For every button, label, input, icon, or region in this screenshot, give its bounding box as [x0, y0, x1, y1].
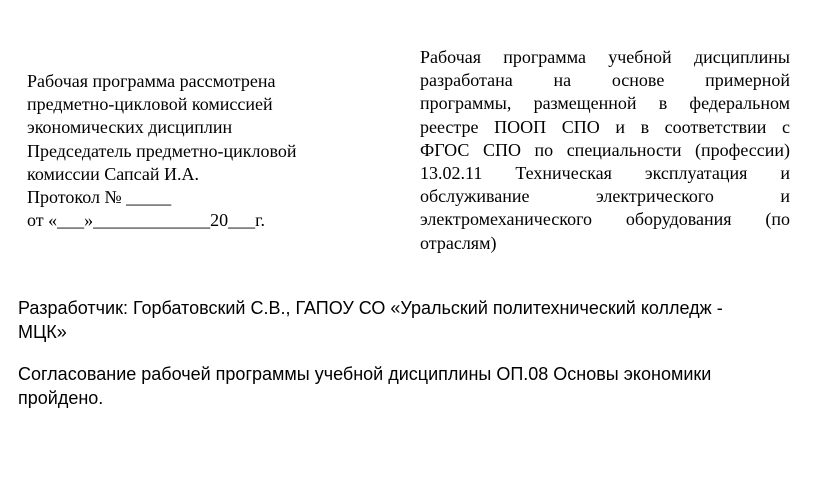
basis-line-1: Рабочая программа учебной дисциплины: [420, 47, 790, 67]
basis-line-7: обслуживание электрического и: [420, 186, 790, 207]
agreement-paragraph: [18, 362, 800, 410]
program-basis-block: [420, 46, 790, 255]
basis-line-4: реестре ПООП СПО и в соответствии с: [420, 116, 790, 137]
review-stamp-block: [27, 70, 387, 232]
developer-line-1: Разработчик: Горбатовский С.В., ГАПОУ СО «Уральский политехнический колледж -: [18, 298, 723, 318]
basis-line-6: 13.02.11 Техническая эксплуатация и: [420, 163, 790, 184]
basis-line-9: отраслям): [420, 232, 497, 253]
protocol-number-line: Протокол № _____: [27, 187, 172, 208]
protocol-date-line: от «___»_____________20___г.: [27, 210, 265, 231]
basis-line-8: электромеханического оборудования (по: [420, 209, 790, 230]
review-line-4: Председатель предметно-цикловой: [27, 140, 297, 161]
agreement-line-1: Согласование рабочей программы учебной дисциплины ОП.08 Основы экономики: [18, 364, 712, 384]
basis-line-5: ФГОС СПО по специальности (профессии): [420, 139, 790, 160]
developer-paragraph: [18, 296, 800, 344]
developer-line-2: МЦК»: [18, 322, 67, 342]
review-line-1: Рабочая программа рассмотрена: [27, 71, 276, 91]
review-line-2: предметно-цикловой комиссией: [27, 94, 273, 115]
agreement-line-2: пройдено.: [18, 388, 104, 408]
basis-line-3: программы, размещенной в федеральном: [420, 93, 790, 114]
basis-line-2: разработана на основе примерной: [420, 70, 790, 91]
review-line-3: экономических дисциплин: [27, 117, 233, 138]
review-line-5: комиссии Сапсай И.А.: [27, 163, 199, 184]
